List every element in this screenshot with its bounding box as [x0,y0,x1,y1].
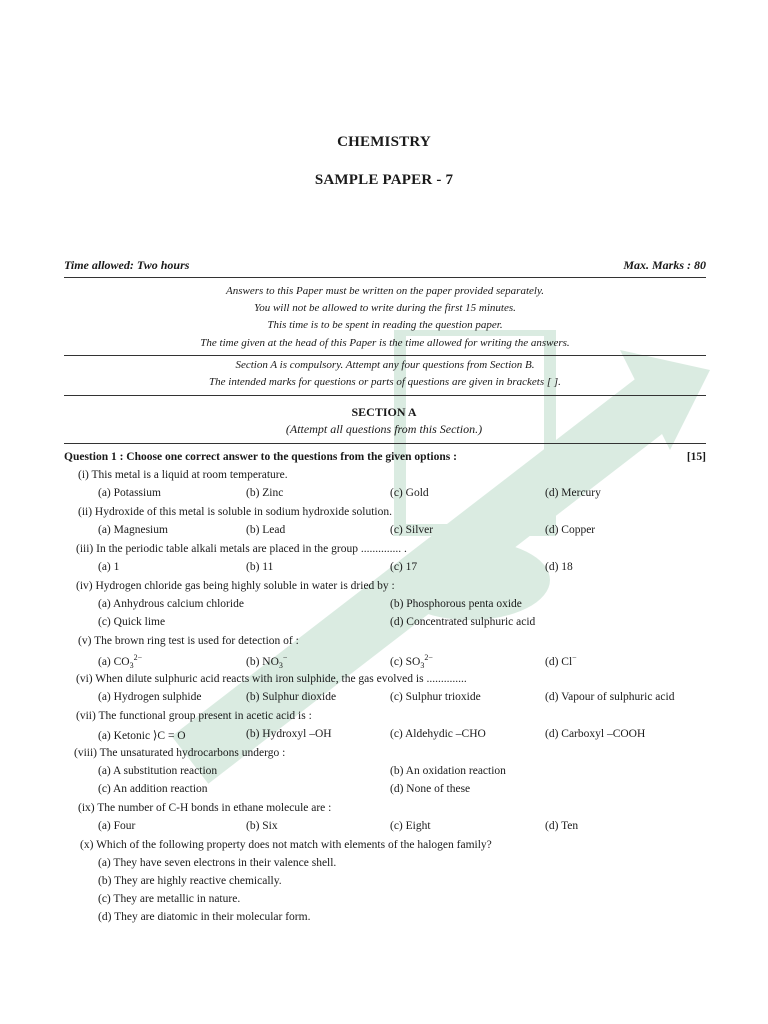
instruction-line: This time is to be spent in reading the question paper. [267,319,503,332]
option: (b) $NO_3^-$ [246,653,288,671]
option: (a) Anhydrous calcium chloride [98,598,244,610]
option: (b) An oxidation reaction [390,765,506,777]
question-item: (x) Which of the following property does not match with elements of the halogen family? [80,839,492,851]
instruction-line: The time given at the head of this Paper is the time allowed for writing the answers. [200,336,570,349]
paper-subtitle: SAMPLE PAPER - 7 [314,172,454,188]
option: (a) Four [98,820,136,832]
option: (a) They have seven electrons in their valence shell. [98,857,337,869]
option: (d) Concentrated sulphuric acid [390,616,536,628]
option: (c) 17 [390,561,418,573]
option: (d) Cl− [545,653,577,668]
question-item: (viii) The unsaturated hydrocarbons undergo : [74,747,286,759]
question-item: (iii) In the periodic table alkali metals are placed in the group .............. . [76,543,407,555]
instruction-line: The intended marks for questions or parts of questions are given in brackets [ ]. [209,376,561,389]
question-1-heading [64,451,706,463]
question-item: (iv) Hydrogen chloride gas being highly soluble in water is dried by : [76,580,395,592]
option: (d) Vapour of sulphuric acid [545,691,675,703]
question-item: (v) The brown ring test is used for detection of : [78,635,299,647]
option: (a) $CO_3^{2-}$ [98,653,143,671]
divider [64,355,706,356]
divider [64,277,706,278]
question-item: (vii) The functional group present in acetic acid is : [76,710,312,722]
option: (b) Phosphorous penta oxide [390,598,522,610]
divider [64,395,706,396]
option: (c) Quick lime [98,616,166,628]
instruction-line: You will not be allowed to write during the first 15 minutes. [254,302,516,315]
option: (a) Potassium [98,487,161,499]
option: (b) Six [246,820,278,832]
section-note: (Attempt all questions from this Section.) [285,422,483,436]
question-item: (i) This metal is a liquid at room temperature. [78,469,288,481]
option: (c) Sulphur trioxide [390,691,481,703]
question-item: (ix) The number of C-H bonds in ethane molecule are : [78,802,332,814]
instructions-block [64,283,706,352]
section-title: SECTION A [351,405,417,419]
option: (a) Ketonic ⟩C = O [98,730,186,742]
question-item: (ii) Hydroxide of this metal is soluble in sodium hydroxide solution. [78,506,392,518]
paper-title: CHEMISTRY [337,134,431,150]
option: (a) Hydrogen sulphide [98,691,202,703]
question-item: (vi) When dilute sulphuric acid reacts with iron sulphide, the gas evolved is .............. [76,673,467,685]
option: (b) Lead [246,524,286,536]
instruction-line: Section A is compulsory. Attempt any four questions from Section B. [235,359,535,371]
question-1-text: Question 1 : Choose one correct answer to the questions from the given options : [64,451,457,463]
option: (b) They are highly reactive chemically. [98,875,282,887]
instruction-line: Answers to this Paper must be written on the paper provided separately. [226,285,544,297]
option: (d) Carboxyl –COOH [545,728,646,740]
option: (a) A substitution reaction [98,765,218,777]
option: (c) Silver [390,524,434,536]
option: (d) None of these [390,783,471,795]
option: (c) An addition reaction [98,783,208,795]
instructions-block-2 [64,357,706,391]
option: (d) 18 [545,561,573,573]
option: (c) Eight [390,820,431,832]
option: (c) $SO_3^{2-}$ [390,653,433,671]
option: (b) Zinc [246,487,284,499]
option: (d) Ten [545,820,579,832]
option: (c) They are metallic in nature. [98,893,241,905]
option: (d) Copper [545,524,596,536]
max-marks: Max. Marks : 80 [623,258,706,272]
option: (c) Gold [390,487,429,499]
question-1-marks: [15] [686,451,706,463]
option: (d) Mercury [545,487,601,499]
divider [64,443,706,444]
option: (c) Aldehydic –CHO [390,728,486,740]
time-allowed: Time allowed: Two hours [64,258,190,272]
option: (b) 11 [246,561,274,573]
option: (b) Hydroxyl –OH [246,728,332,740]
option: (a) 1 [98,561,120,573]
option: (a) Magnesium [98,524,168,536]
option: (d) They are diatomic in their molecular form. [98,911,311,923]
option: (b) Sulphur dioxide [246,691,337,703]
